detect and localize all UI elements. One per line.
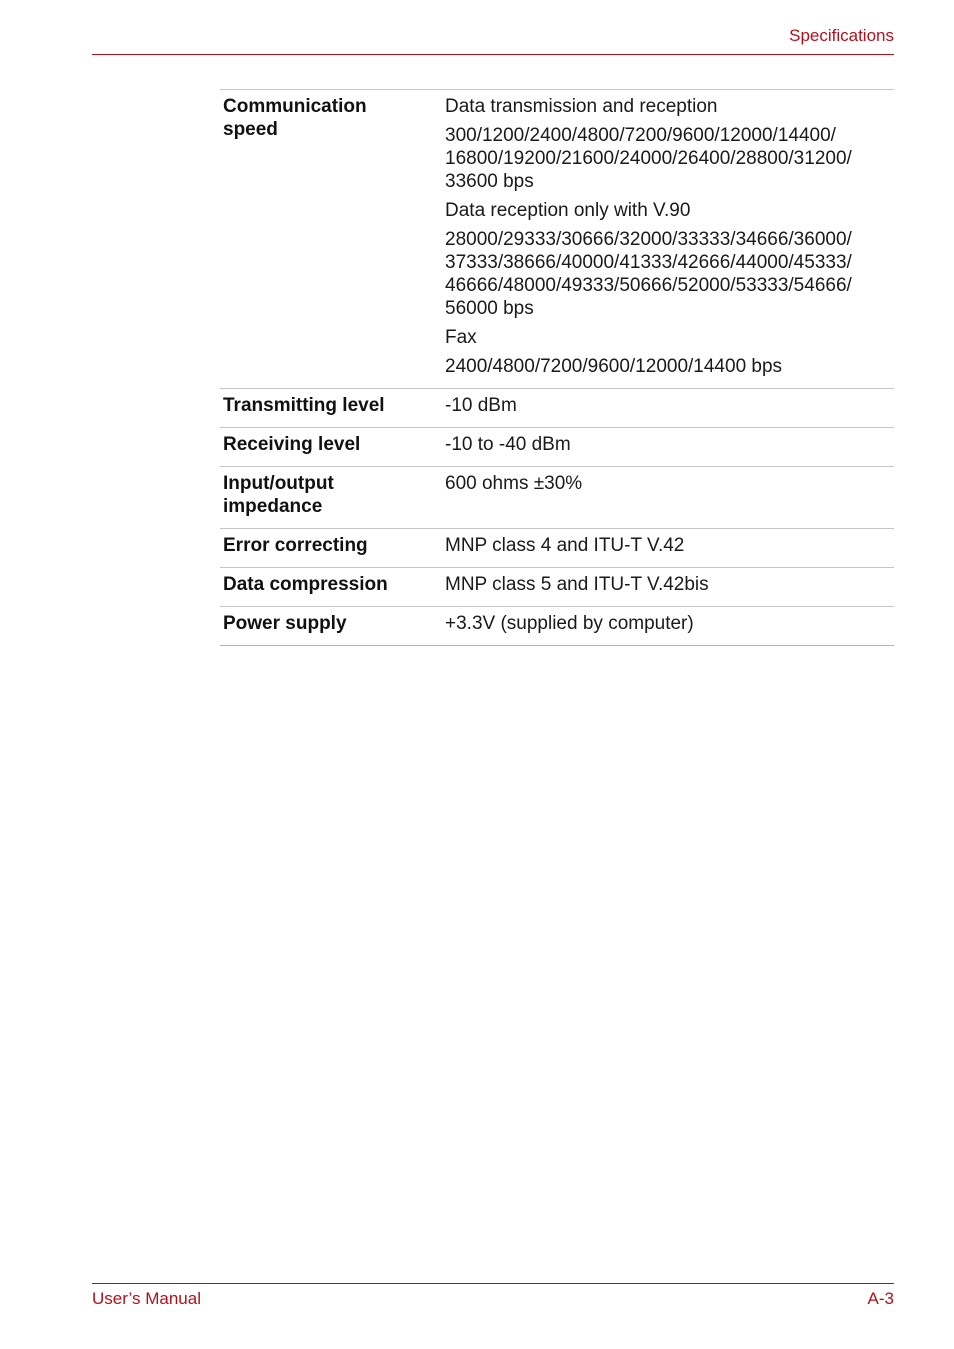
row-label: Data compression bbox=[223, 574, 388, 595]
table-row bbox=[220, 529, 894, 568]
table-row bbox=[220, 389, 894, 428]
value-paragraph: 300/1200/2400/4800/7200/9600/12000/14400/ 16800/19200/21600/24000/26400/28800/31200/ 33600 bps bbox=[445, 125, 852, 192]
page-number: A-3 bbox=[867, 1289, 894, 1308]
row-label: Error correcting bbox=[223, 535, 368, 556]
footer-rule bbox=[92, 1283, 894, 1284]
value-paragraph: Data transmission and reception bbox=[445, 96, 718, 117]
table-row bbox=[220, 428, 894, 467]
row-value bbox=[445, 90, 894, 389]
row-label: Communication speed bbox=[223, 96, 367, 140]
value-paragraph: 2400/4800/7200/9600/12000/14400 bps bbox=[445, 356, 783, 377]
row-value: -10 dBm bbox=[445, 395, 517, 416]
header-section-title: Specifications bbox=[789, 26, 894, 45]
specifications-table bbox=[220, 89, 894, 646]
footer-manual-title: User’s Manual bbox=[92, 1289, 201, 1308]
table-row bbox=[220, 607, 894, 646]
row-label: Receiving level bbox=[223, 434, 361, 455]
value-paragraph: Fax bbox=[445, 327, 477, 348]
table-row bbox=[220, 90, 894, 389]
row-label: Input/output impedance bbox=[223, 473, 334, 517]
table-row bbox=[220, 467, 894, 529]
row-value: +3.3V (supplied by computer) bbox=[445, 613, 694, 634]
row-value: -10 to -40 dBm bbox=[445, 434, 571, 455]
header-rule bbox=[92, 54, 894, 55]
value-paragraph: 28000/29333/30666/32000/33333/34666/36000/ 37333/38666/40000/41333/42666/44000/45333/ 46666/48000/49333/50666/52000/53333/54666/ 56000 bps bbox=[445, 229, 852, 319]
row-label: Power supply bbox=[223, 613, 347, 634]
row-value: MNP class 5 and ITU-T V.42bis bbox=[445, 574, 709, 595]
row-label: Transmitting level bbox=[223, 395, 385, 416]
row-value: 600 ohms ±30% bbox=[445, 473, 583, 494]
row-value: MNP class 4 and ITU-T V.42 bbox=[445, 535, 685, 556]
value-paragraph: Data reception only with V.90 bbox=[445, 200, 691, 221]
table-row bbox=[220, 568, 894, 607]
